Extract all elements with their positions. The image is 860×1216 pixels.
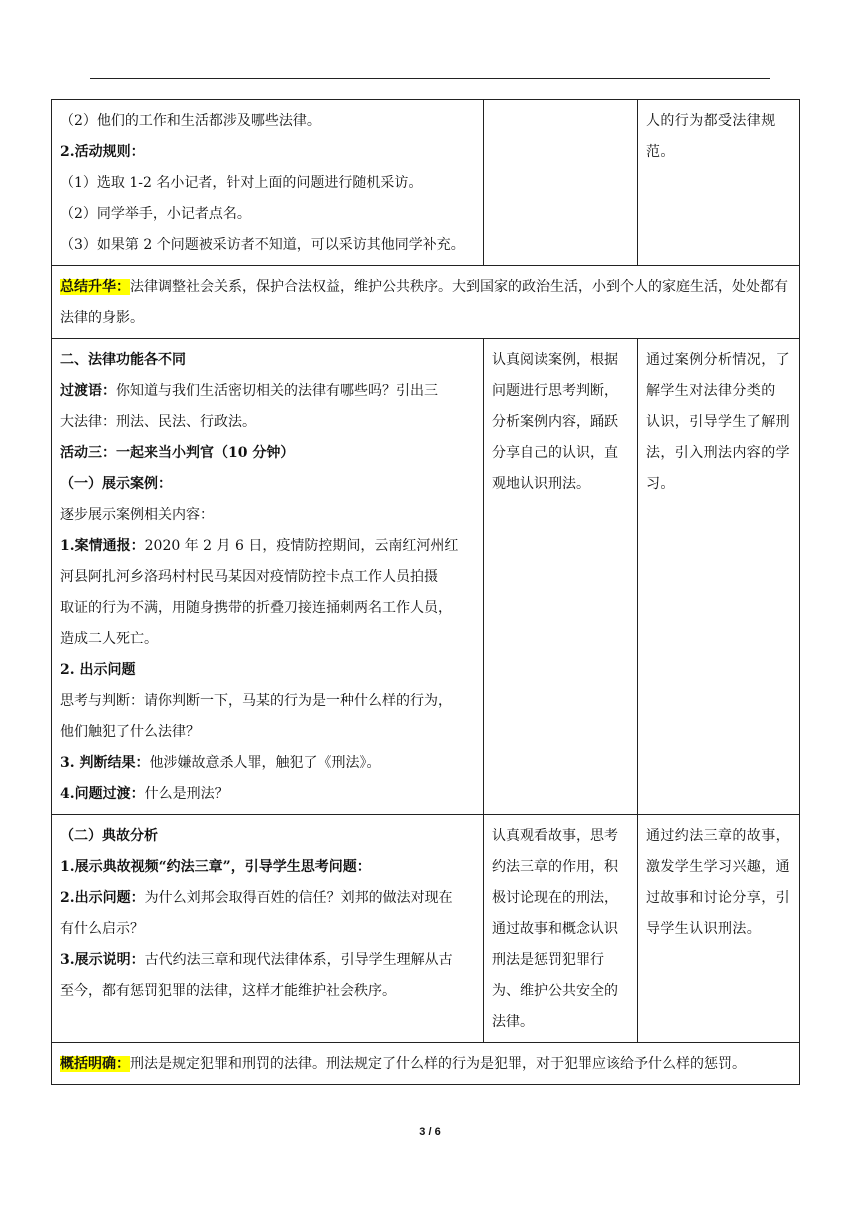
teacher-activity-cell: [52, 339, 484, 815]
student-line: 约法三章的作用，积: [492, 859, 618, 875]
student-activity-cell: [484, 100, 638, 266]
case-text-cont: 河县阿扎河乡洛玛村村民马某因对疫情防控卡点工作人员拍摄: [60, 569, 438, 585]
activity-title: 活动三：一起来当小判官（10 分钟）: [60, 445, 295, 461]
student-line: 法律。: [492, 1014, 534, 1030]
student-line: 为、维护公共安全的: [492, 983, 618, 999]
transit-label: 4.问题过渡：: [60, 786, 145, 802]
result-text: 他涉嫌故意杀人罪，触犯了《刑法》。: [149, 755, 381, 771]
teacher-activity-cell: [52, 100, 484, 266]
question-label: 2.出示问题：: [60, 890, 145, 906]
summary-label: 总结升华：: [60, 279, 130, 295]
student-line: 分析案例内容，踊跃: [492, 414, 618, 430]
intent-line: 过故事和讨论分享，引: [646, 890, 790, 906]
design-intent-cell: [638, 100, 800, 266]
explain-text-cont: 至今，都有惩罚犯罪的法律，这样才能维护社会秩序。: [60, 983, 396, 999]
teacher-activity-cell: [52, 815, 484, 1043]
question-text-cont: 他们触犯了什么法律？: [60, 724, 200, 740]
transition-label: 过渡语：: [60, 383, 116, 399]
student-line: 观地认识刑法。: [492, 476, 590, 492]
conclusion-label: 概括明确：: [60, 1056, 130, 1072]
student-activity-cell: [484, 339, 638, 815]
rules-item-2: （2）同学举手，小记者点名。: [60, 206, 251, 222]
video-label: 1.展示典故视频: [60, 859, 159, 875]
result-label: 3. 判断结果：: [60, 755, 150, 771]
student-line: 通过故事和概念认识: [492, 921, 618, 937]
case-intro: 逐步展示案例相关内容：: [60, 507, 214, 523]
intent-line: 通过约法三章的故事，: [646, 828, 790, 844]
lesson-plan-table: [51, 99, 800, 1085]
rules-item-3: （3）如果第 2 个问题被采访者不知道，可以采访其他同学补充。: [60, 237, 465, 253]
intent-line: 认识，引导学生了解刑: [646, 414, 790, 430]
design-intent-cell: [638, 339, 800, 815]
transition-text-cont: 大法律：刑法、民法、行政法。: [60, 414, 256, 430]
conclusion-text: 刑法是规定犯罪和刑罚的法律。刑法规定了什么样的行为是犯罪，对于犯罪应该给予什么样的惩罚。: [130, 1056, 746, 1072]
intent-line: 人的行为都受法律规: [646, 113, 776, 129]
student-line: 问题进行思考判断，: [492, 383, 618, 399]
explain-label: 3.展示说明：: [60, 952, 145, 968]
student-line: 认真观看故事，思考: [492, 828, 618, 844]
intent-line: 法，引入刑法内容的学: [646, 445, 790, 461]
table-row-allusion: [52, 815, 800, 1043]
table-row-legal-functions: [52, 339, 800, 815]
explain-text: 古代约法三章和现代法律体系，引导学生理解从古: [144, 952, 453, 968]
case-text: 2020 年 2 月 6 日，疫情防控期间，云南红河州红: [144, 538, 459, 554]
question-text-cont: 有什么启示？: [60, 921, 144, 937]
table-row-activity-rules: [52, 100, 800, 266]
student-line: 分享自己的认识，直: [492, 445, 618, 461]
student-activity-cell: [484, 815, 638, 1043]
conclusion-cell: [52, 1043, 800, 1085]
section-heading: 二、法律功能各不同: [60, 352, 186, 368]
subsection-heading: （一）展示案例：: [60, 476, 172, 492]
table-row-summary: [52, 266, 800, 339]
rules-question-2: （2）他们的工作和生活都涉及哪些法律。: [60, 113, 321, 129]
intent-line: 通过案例分析情况，了: [646, 352, 790, 368]
intent-line: 范。: [646, 144, 675, 160]
design-intent-cell: [638, 815, 800, 1043]
question-text: 思考与判断：请你判断一下，马某的行为是一种什么样的行为，: [60, 693, 452, 709]
transition-text: 你知道与我们生活密切相关的法律有哪些吗？引出三: [116, 383, 438, 399]
transit-text: 什么是刑法？: [144, 786, 229, 802]
page-number: 3 / 6: [419, 1126, 441, 1138]
question-text: 为什么刘邦会取得百姓的信任？刘邦的做法对现在: [144, 890, 453, 906]
subsection-heading: （二）典故分析: [60, 828, 158, 844]
intent-line: 导学生认识刑法。: [646, 921, 762, 937]
rules-heading: 2.活动规则：: [60, 144, 145, 160]
video-text: “约法三章”，引导学生思考问题：: [158, 859, 371, 875]
table-row-conclusion: [52, 1043, 800, 1085]
case-label: 1.案情通报：: [60, 538, 145, 554]
summary-cell: [52, 266, 800, 339]
case-text-cont: 造成二人死亡。: [60, 631, 158, 647]
intent-line: 激发学生学习兴趣，通: [646, 859, 790, 875]
case-text-cont: 取证的行为不满，用随身携带的折叠刀接连捅刺两名工作人员，: [60, 600, 452, 616]
intent-line: 习。: [646, 476, 675, 492]
header-rule: [90, 78, 770, 79]
student-line: 极讨论现在的刑法，: [492, 890, 618, 906]
student-line: 刑法是惩罚犯罪行: [492, 952, 604, 968]
student-line: 认真阅读案例，根据: [492, 352, 618, 368]
rules-item-1: （1）选取 1-2 名小记者，针对上面的问题进行随机采访。: [60, 175, 423, 191]
question-heading: 2. 出示问题: [60, 662, 136, 678]
intent-line: 解学生对法律分类的: [646, 383, 776, 399]
summary-text: 法律调整社会关系，保护合法权益，维护公共秩序。大到国家的政治生活，小到个人的家庭生活，处处都有法律的身影。: [60, 279, 788, 326]
